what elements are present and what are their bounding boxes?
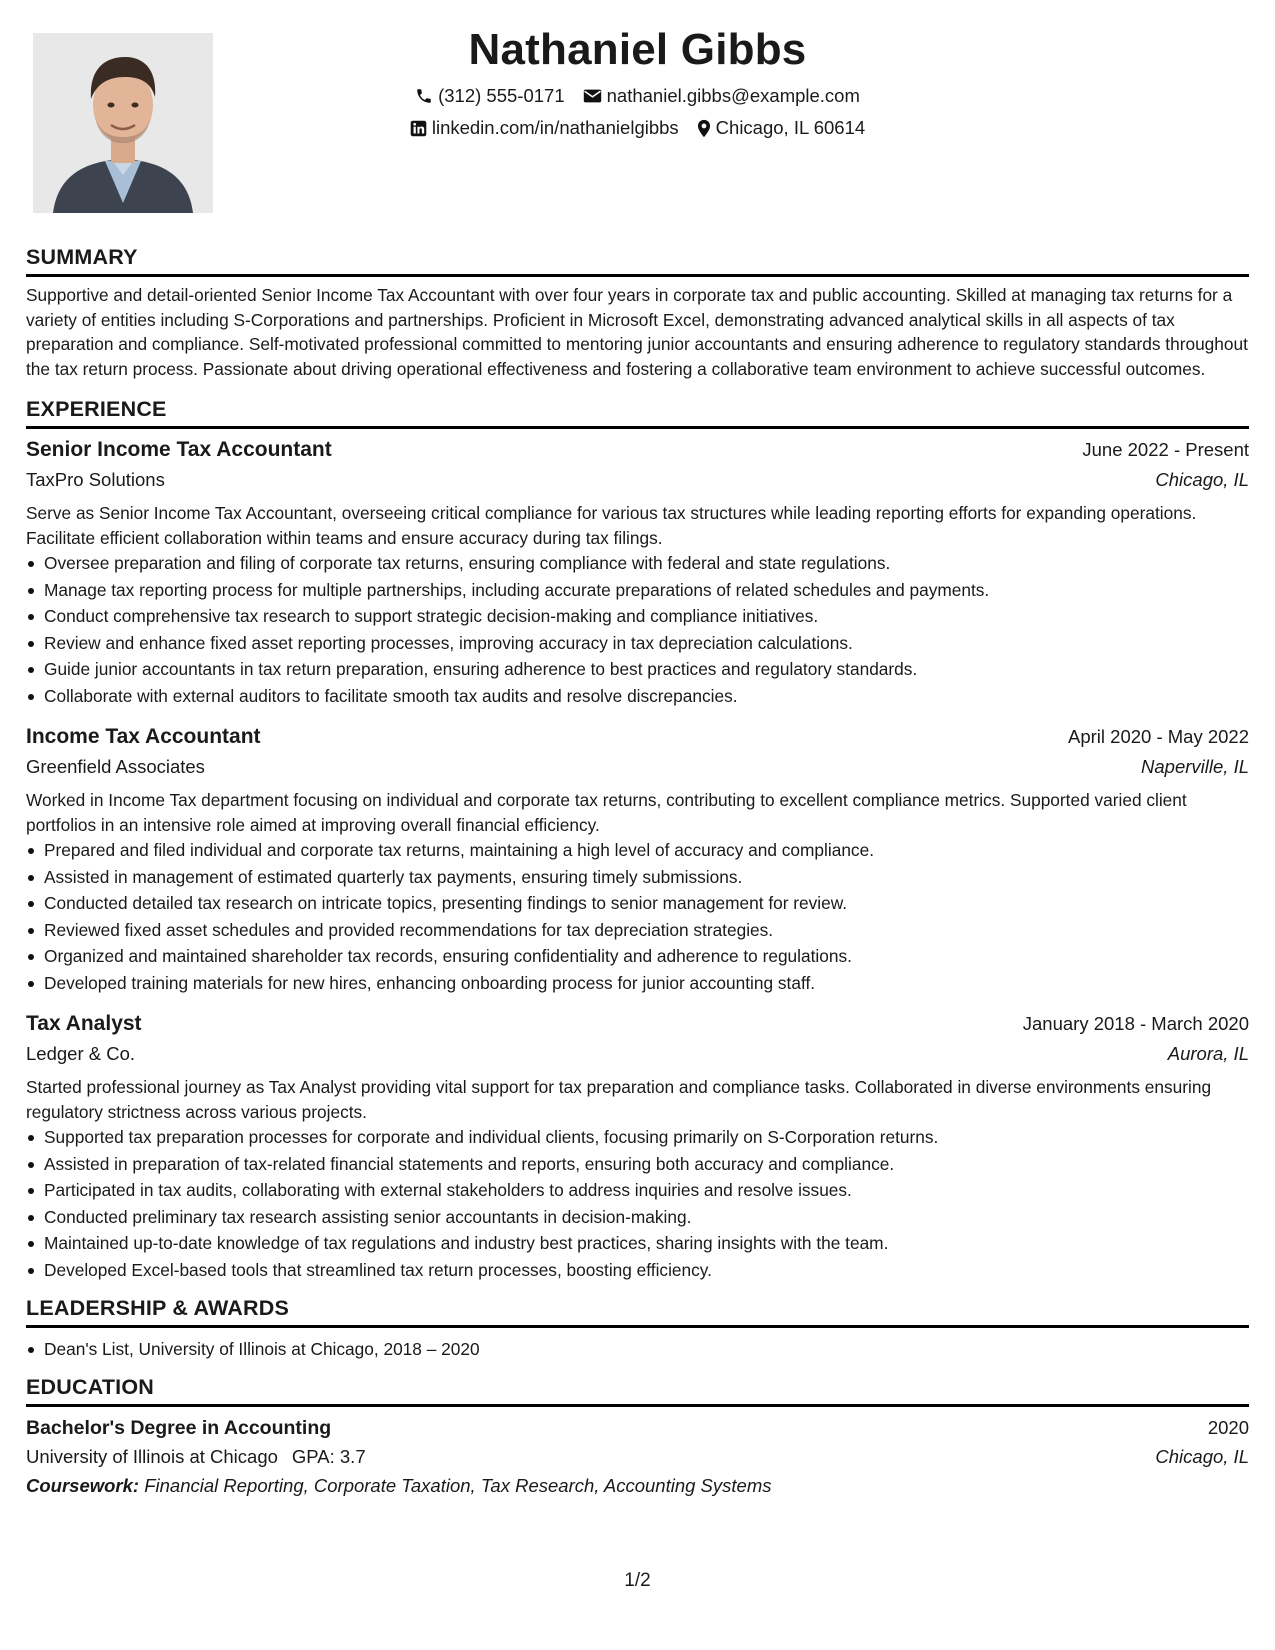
map-pin-icon xyxy=(697,119,711,138)
job-entry xyxy=(26,1009,1249,1283)
bullet-item: Conducted detailed tax research on intricate topics, presenting findings to senior management for review. xyxy=(26,890,1249,917)
leadership-heading: LEADERSHIP & AWARDS xyxy=(26,1296,1249,1328)
page-number: 1/2 xyxy=(624,1570,651,1591)
location-contact xyxy=(697,112,865,144)
resume-content xyxy=(26,245,1249,1517)
job-title: Senior Income Tax Accountant xyxy=(26,438,332,461)
coursework-list: Financial Reporting, Corporate Taxation, Tax Research, Accounting Systems xyxy=(144,1474,772,1496)
email-contact[interactable] xyxy=(583,80,860,112)
bullet-item: Oversee preparation and filing of corporate tax returns, ensuring compliance with federal and state regulations. xyxy=(26,550,1249,577)
bullet-item: Guide junior accountants in tax return preparation, ensuring adherence to best practices and regulatory standards. xyxy=(26,656,1249,683)
bullet-item: Review and enhance fixed asset reporting processes, improving accuracy in tax depreciation calculations. xyxy=(26,630,1249,657)
linkedin-text[interactable]: linkedin.com/in/nathanielgibbs xyxy=(431,117,679,138)
envelope-icon xyxy=(583,88,602,104)
job-location: Naperville, IL xyxy=(1141,756,1249,777)
contact-row-1 xyxy=(0,80,1275,112)
education-section xyxy=(26,1375,1249,1501)
bullet-item: Manage tax reporting process for multiple partnerships, including accurate preparations of related schedules and payments. xyxy=(26,577,1249,604)
bullet-item: Developed training materials for new hires, enhancing onboarding process for junior accounting staff. xyxy=(26,970,1249,997)
job-title: Income Tax Accountant xyxy=(26,725,261,748)
summary-heading: SUMMARY xyxy=(26,245,1249,277)
edu-location: Chicago, IL xyxy=(1155,1445,1249,1467)
coursework-label: Coursework: xyxy=(26,1474,140,1496)
bullet-item: Supported tax preparation processes for corporate and individual clients, focusing primarily on S-Corporation returns. xyxy=(26,1124,1249,1151)
summary-section xyxy=(26,245,1249,381)
phone-icon xyxy=(415,87,433,105)
job-title: Tax Analyst xyxy=(26,1012,142,1035)
linkedin-icon xyxy=(410,120,427,137)
edu-coursework xyxy=(26,1471,1249,1501)
summary-text: Supportive and detail-oriented Senior Income Tax Accountant with over four years in corporate tax and public accounting. Skilled at managing tax returns for a variety of entities including S-Corporations and partnerships. Proficient in Microsoft Excel, demonstrating advanced analytical skills in all aspects of tax preparation and compliance. Self-motivated professional committed to mentoring junior accountants and ensuring adherence to regulatory standards throughout the tax return process. Passionate about driving operational effectiveness and fostering a collaborative team environment to achieve successful outcomes. xyxy=(26,285,1248,379)
phone-text: (312) 555-0171 xyxy=(438,85,565,106)
email-text[interactable]: nathaniel.gibbs@example.com xyxy=(606,85,860,106)
bullet-item: Conducted preliminary tax research assisting senior accountants in decision-making. xyxy=(26,1204,1249,1231)
job-description: Started professional journey as Tax Analyst providing vital support for tax preparation and compliance tasks. Collaborated in diverse environments ensuring regulatory strictness across various projects. xyxy=(26,1077,1212,1122)
job-company: Ledger & Co. xyxy=(26,1043,136,1064)
job-location: Aurora, IL xyxy=(1167,1043,1249,1064)
education-heading: EDUCATION xyxy=(26,1375,1249,1407)
bullet-item: Maintained up-to-date knowledge of tax regulations and industry best practices, sharing insights with the team. xyxy=(26,1230,1249,1257)
leadership-section xyxy=(26,1296,1249,1363)
job-description: Worked in Income Tax department focusing on individual and corporate tax returns, contributing to excellent compliance metrics. Supported varied client portfolios in an intensive role aimed at improving overall financial efficiency. xyxy=(26,790,1187,835)
phone-contact xyxy=(415,80,565,112)
contact-row-2 xyxy=(0,112,1275,144)
bullet-item: Organized and maintained shareholder tax records, ensuring confidentiality and adherence to regulations. xyxy=(26,943,1249,970)
bullet-item: Conduct comprehensive tax research to support strategic decision-making and compliance initiatives. xyxy=(26,603,1249,630)
bullet-item: Dean's List, University of Illinois at Chicago, 2018 – 2020 xyxy=(26,1336,1249,1363)
bullet-item: Collaborate with external auditors to facilitate smooth tax audits and resolve discrepancies. xyxy=(26,683,1249,710)
edu-year: 2020 xyxy=(1207,1416,1249,1438)
experience-section xyxy=(26,397,1249,1283)
bullet-item: Reviewed fixed asset schedules and provided recommendations for tax depreciation strategies. xyxy=(26,917,1249,944)
job-company: TaxPro Solutions xyxy=(26,469,165,490)
job-description: Serve as Senior Income Tax Accountant, overseeing critical compliance for various tax structures while leading reporting efforts for expanding operations. Facilitate efficient collaboration within teams and ensure accuracy during tax filings. xyxy=(26,503,1197,548)
job-company: Greenfield Associates xyxy=(26,756,205,777)
job-bullets xyxy=(26,1124,1249,1283)
edu-school: University of Illinois at Chicago xyxy=(26,1445,278,1467)
experience-heading: EXPERIENCE xyxy=(26,397,1249,429)
linkedin-contact[interactable] xyxy=(410,112,679,144)
job-bullets xyxy=(26,550,1249,709)
bullet-item: Participated in tax audits, collaborating with external stakeholders to address inquiries and resolve issues. xyxy=(26,1177,1249,1204)
job-location: Chicago, IL xyxy=(1155,469,1249,490)
job-date: June 2022 - Present xyxy=(1082,439,1249,460)
bullet-item: Assisted in preparation of tax-related financial statements and reports, ensuring both accuracy and compliance. xyxy=(26,1151,1249,1178)
bullet-item: Prepared and filed individual and corporate tax returns, maintaining a high level of accuracy and compliance. xyxy=(26,837,1249,864)
edu-degree: Bachelor's Degree in Accounting xyxy=(26,1416,332,1439)
job-date: April 2020 - May 2022 xyxy=(1068,726,1249,747)
edu-gpa: GPA: 3.7 xyxy=(291,1445,366,1467)
job-entry xyxy=(26,722,1249,996)
leadership-bullets xyxy=(26,1336,1249,1363)
bullet-item: Developed Excel-based tools that streamlined tax return processes, boosting efficiency. xyxy=(26,1257,1249,1284)
job-date: January 2018 - March 2020 xyxy=(1022,1013,1249,1034)
job-entry xyxy=(26,435,1249,709)
resume-header xyxy=(0,20,1275,144)
job-bullets xyxy=(26,837,1249,996)
location-text: Chicago, IL 60614 xyxy=(715,117,866,138)
candidate-name: Nathaniel Gibbs xyxy=(468,25,807,74)
bullet-item: Assisted in management of estimated quarterly tax payments, ensuring timely submissions. xyxy=(26,864,1249,891)
